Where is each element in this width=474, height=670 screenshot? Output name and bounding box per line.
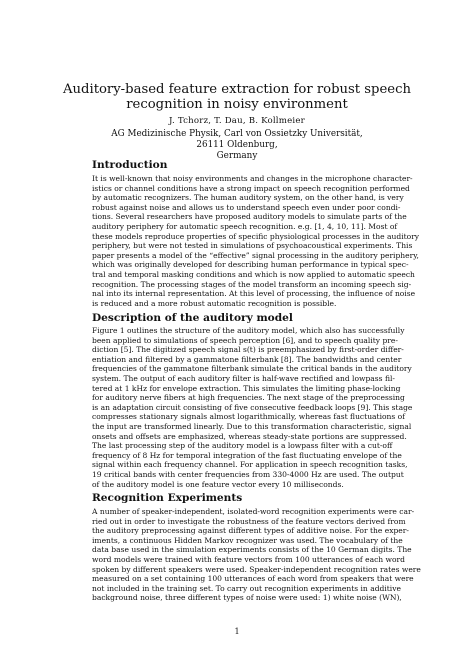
- section-heading-introduction: Introduction: [92, 159, 168, 171]
- paragraph-line: which was originally developed for describing human performance in typical spec-: [92, 260, 409, 270]
- title-line: Auditory-based feature extraction for robust speech: [63, 82, 411, 97]
- paragraph-line: The last processing step of the auditory model is a lowpass filter with a cut-off: [92, 441, 393, 451]
- paragraph-line: background noise, three different types of noise were used: 1) white noise (WN),: [92, 593, 402, 603]
- paragraph-line: the auditory preprocessing against different types of additive noise. For the exper-: [92, 526, 409, 536]
- paragraph-line: data base used in the simulation experiments consists of the 10 German digits. The: [92, 545, 412, 555]
- paragraph-line: onsets and offsets are emphasized, whereas steady-state portions are suppressed.: [92, 431, 407, 441]
- paragraph-line: auditory periphery for automatic speech recognition. e.g. [1, 4, 10, 11]. Most of: [92, 221, 398, 231]
- paragraph-line: paper presents a model of the “effective” signal processing in the auditory periphery,: [92, 250, 419, 260]
- paragraph-line: these models reproduce properties of specific physiological processes in the auditory: [92, 231, 420, 241]
- paragraph-line: frequency of 8 Hz for temporal integration of the fast fluctuating envelope of the: [92, 450, 402, 460]
- paragraph-line: Figure 1 outlines the structure of the auditory model, which also has successfully: [92, 326, 405, 335]
- section-heading-auditory-model: Description of the auditory model: [92, 312, 293, 324]
- paragraph-line: ried out in order to investigate the robustness of the feature vectors derived from: [92, 516, 406, 526]
- paragraph-line: nal into its internal representation. At this level of processing, the influence of noise: [92, 289, 416, 299]
- paragraph-line: tered at 1 kHz for envelope extraction. This simulates the limiting phase-locking: [92, 383, 401, 393]
- paragraph-line: tions. Several researchers have proposed auditory models to simulate parts of the: [92, 212, 407, 222]
- paragraph-line: compresses stationary signals almost logarithmically, whereas fast fluctuations of: [92, 412, 406, 422]
- paragraph-line: periphery, but were not tested in simulations of psychoacoustical experiments. This: [92, 241, 413, 251]
- paragraph-line: word models were trained with feature vectors from 100 utterances of each word: [92, 554, 405, 564]
- paragraph-line: system. The output of each auditory filter is half-wave rectified and lowpass fil-: [92, 373, 395, 383]
- affiliation-line: Germany: [216, 151, 258, 161]
- section-body-introduction: [92, 174, 420, 308]
- paragraph-line: spoken by different speakers were used. Speaker-independent recognition rates were: [92, 564, 421, 574]
- authors: J. Tchorz, T. Dau, B. Kollmeier: [169, 116, 305, 126]
- paragraph-line: A number of speaker-independent, isolated-word recognition experiments were car-: [92, 507, 415, 516]
- section-heading-recognition-experiments: Recognition Experiments: [92, 492, 243, 504]
- paragraph-line: been applied to simulations of speech perception [6], and to speech quality pre-: [92, 335, 398, 345]
- page-number: 1: [234, 627, 240, 636]
- paper-title: [60, 82, 414, 112]
- paragraph-line: signal within each frequency channel. For application in speech recognition tasks,: [92, 460, 408, 470]
- section-body-auditory-model: [92, 326, 413, 489]
- paragraph-line: robust against noise and allows us to understand speech even under poor condi-: [92, 202, 401, 212]
- paragraph-line: not included in the training set. To carry out recognition experiments in additive: [92, 583, 401, 593]
- affiliation-line: AG Medizinische Physik, Carl von Ossietzky Universität, 26111 Oldenburg,: [111, 129, 363, 150]
- paragraph-line: for auditory nerve fibers at high frequencies. The next stage of the preprocessing: [92, 393, 405, 403]
- paragraph-line: 19 critical bands with center frequencies from 330-4000 Hz are used. The output: [92, 469, 404, 479]
- paragraph-line: by automatic recognizers. The human auditory system, on the other hand, is very: [92, 193, 404, 203]
- affiliation: [100, 129, 374, 162]
- paragraph-line: istics or channel conditions have a strong impact on speech recognition performed: [92, 183, 410, 193]
- paragraph-line: measured on a set containing 100 utterances of each word from speakers that were: [92, 574, 414, 584]
- section-body-recognition-experiments: [92, 507, 421, 603]
- paragraph-line: frequencies of the gammatone filterbank simulate the critical bands in the auditory: [92, 364, 412, 374]
- paragraph-line: diction [5]. The digitized speech signal s(t) is preemphasized by first-order differ-: [92, 345, 404, 355]
- paragraph-line: tral and temporal masking conditions and which is now applied to automatic speech: [92, 269, 415, 279]
- paragraph-line: of the auditory model is one feature vector every 10 milliseconds.: [92, 479, 344, 489]
- paragraph-line: It is well-known that noisy environments and changes in the microphone character-: [92, 174, 413, 183]
- paragraph-line: entiation and filtered by a gammatone filterbank [8]. The bandwidths and center: [92, 354, 402, 364]
- paragraph-line: is an adaptation circuit consisting of five consecutive feedback loops [9]. This stage: [92, 402, 413, 412]
- paragraph-line: recognition. The processing stages of the model transform an incoming speech sig-: [92, 279, 412, 289]
- paragraph-line: is reduced and a more robust automatic recognition is possible.: [92, 298, 337, 308]
- paragraph-line: iments, a continuous Hidden Markov recognizer was used. The vocabulary of the: [92, 535, 403, 545]
- title-line: recognition in noisy environment: [126, 97, 348, 112]
- paragraph-line: the input are transformed linearly. Due to this transformation characteristic, signal: [92, 421, 412, 431]
